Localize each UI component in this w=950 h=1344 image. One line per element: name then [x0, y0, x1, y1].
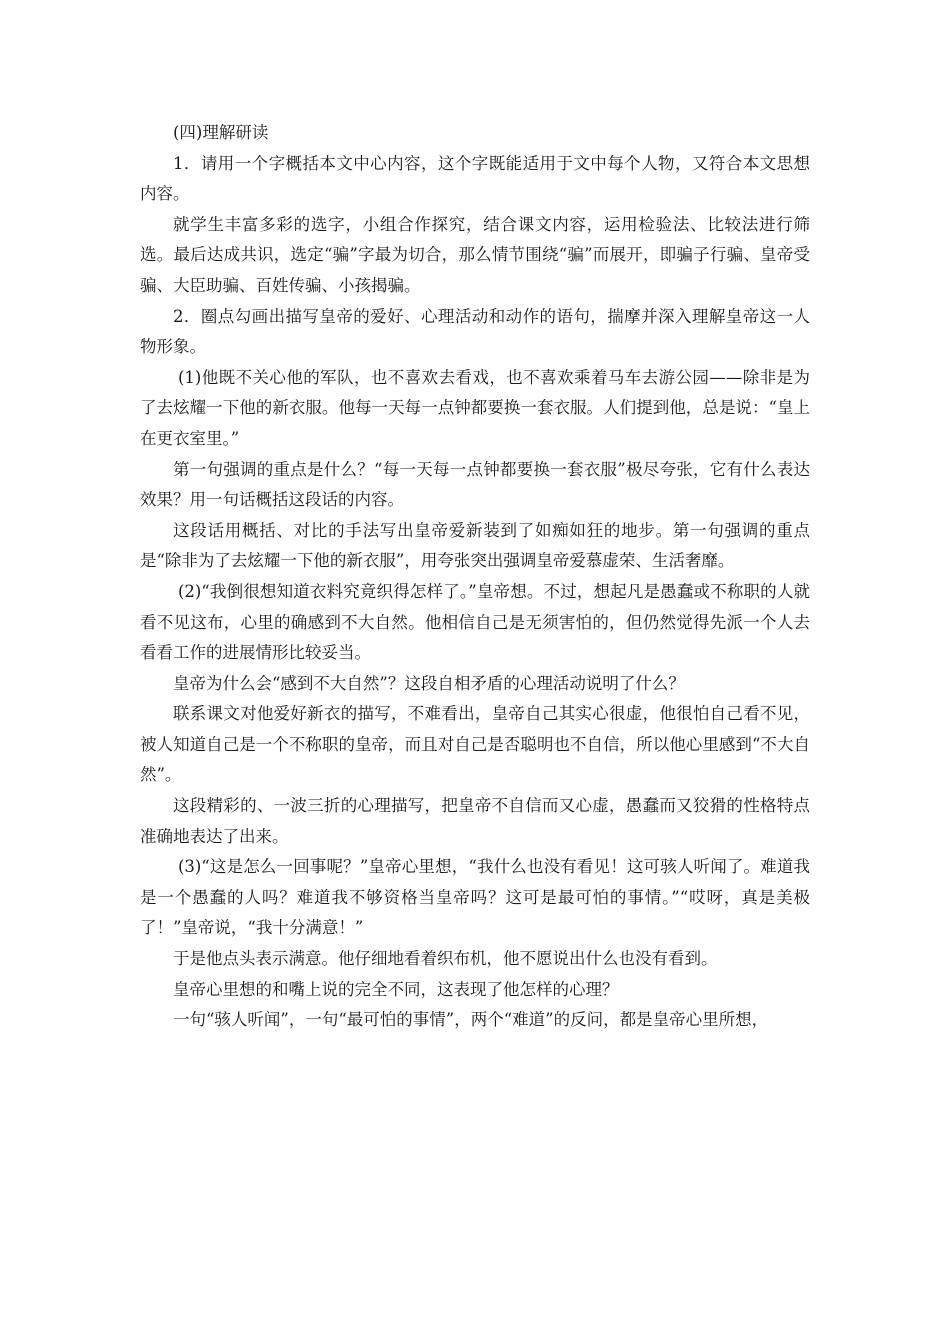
- excerpt-1: (1)他既不关心他的军队，也不喜欢去看戏，也不喜欢乘着马车去游公园——除非是为了去炫耀一下他的新衣服。他每一天每一点钟都要换一套衣服。人们提到他，总是说：“皇上在更衣室里。”: [140, 367, 810, 448]
- excerpt-3-question: 皇帝心里想的和嘴上说的完全不同，这表现了他怎样的心理？: [173, 979, 619, 999]
- excerpt-2-summary: 这段精彩的、一波三折的心理描写，把皇帝不自信而又心虚，愚蠢而又狡猾的性格特点准确地表达了出来。: [140, 796, 810, 846]
- excerpt-3-answer: 一句“骇人听闻”，一句“最可怕的事情”，两个“难道”的反问，都是皇帝心里所想，: [173, 1010, 769, 1030]
- question-1: 1．请用一个字概括本文中心内容，这个字既能适用于文中每个人物，又符合本文思想内容。: [140, 153, 810, 204]
- excerpt-1-answer: 这段话用概括、对比的手法写出皇帝爱新装到了如痴如狂的地步。第一句强调的重点是“除非为了去炫耀一下他的新衣服”，用夸张突出强调皇帝爱慕虚荣、生活奢靡。: [140, 520, 810, 571]
- excerpt-2: (2)“我倒很想知道衣料究竟织得怎样了。”皇帝想。不过，想起凡是愚蠢或不称职的人就看不见这布，心里的确感到不大自然。他相信自己是无须害怕的，但仍然觉得先派一个人去看看工作的进展情形比较妥当。: [140, 581, 810, 663]
- question-2: 2．圈点勾画出描写皇帝的爱好、心理活动和动作的语句，揣摩并深入理解皇帝这一人物形象。: [140, 306, 810, 357]
- excerpt-2-answer: 联系课文对他爱好新衣的描写，不难看出，皇帝自己其实心很虚，他很怕自己看不见，被人知道自己是一个不称职的皇帝，而且对自己是否聪明也不自信，所以他心里感到“不大自然”。: [140, 704, 810, 785]
- excerpt-1-question: 第一句强调的重点是什么？“每一天每一点钟都要换一套衣服”极尽夸张，它有什么表达效果？用一句话概括这段话的内容。: [140, 459, 810, 510]
- answer-1: 就学生丰富多彩的选字，小组合作探究，结合课文内容，运用检验法、比较法进行筛选。最后达成共识，选定“骗”字最为切合，那么情节围绕“骗”而展开，即骗子行骗、皇帝受骗、大臣助骗、百姓传骗、小孩揭骗。: [140, 214, 810, 295]
- section-heading: (四)理解研读: [173, 123, 269, 142]
- excerpt-3-continuation: 于是他点头表示满意。他仔细地看着织布机，他不愿说出什么也没有看到。: [173, 949, 718, 969]
- excerpt-3: (3)“这是怎么一回事呢？”皇帝心里想，“我什么也没有看见！这可骇人听闻了。难道我是一个愚蠢的人吗？难道我不够资格当皇帝吗？这可是最可怕的事情。”“哎呀，真是美极了！”皇帝说，“我十分满意！”: [140, 857, 810, 938]
- excerpt-2-question: 皇帝为什么会“感到不大自然”？这段自相矛盾的心理活动说明了什么？: [173, 673, 685, 693]
- document-body: [140, 118, 810, 1036]
